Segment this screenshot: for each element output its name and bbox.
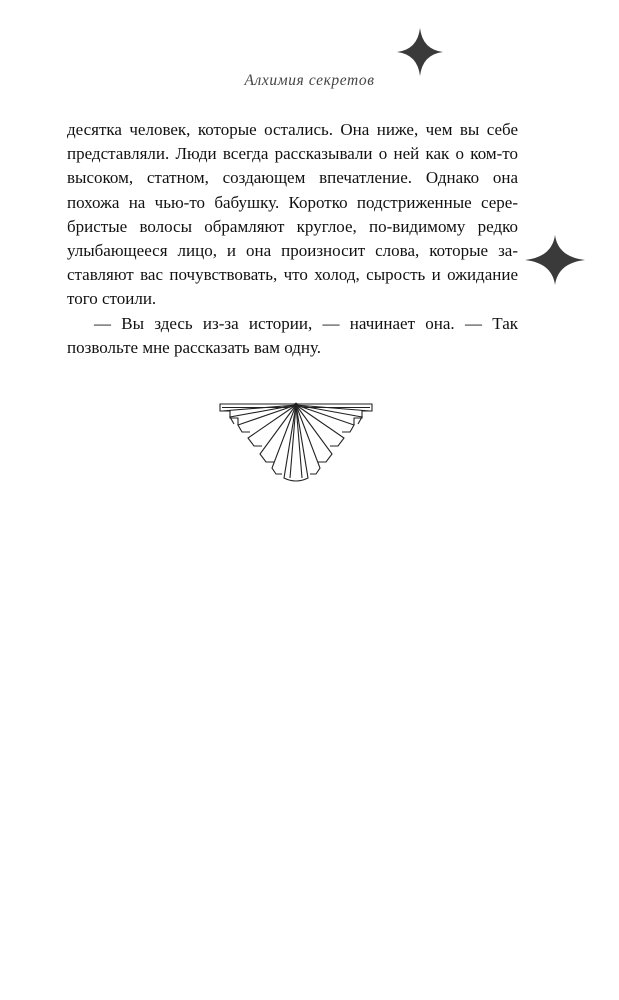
text-line: — Вы здесь из-за истории, — начинает она. — Так xyxy=(94,313,518,333)
text-line: высоком, статном, создающем впечатление. Однако она xyxy=(67,168,518,188)
text-line: представляли. Люди всегда рассказывали о ней как о ком-то xyxy=(67,144,518,164)
four-point-star-icon xyxy=(525,235,585,285)
text-line: того стоили. xyxy=(67,289,157,309)
text-line: позвольте мне рассказать вам одну. xyxy=(67,337,322,357)
four-point-star-icon xyxy=(397,28,443,76)
paragraph xyxy=(67,312,518,360)
text-line: десятка человек, которые остались. Она ниже, чем вы себе xyxy=(67,120,518,139)
sunburst-fan-ornament-icon xyxy=(218,402,374,484)
paragraph xyxy=(67,118,518,312)
text-line: похожа на чью-то бабушку. Коротко подстриженные сере- xyxy=(67,192,518,212)
text-line: ставляют вас почувствовать, что холод, сырость и ожидание xyxy=(67,265,518,285)
body-text xyxy=(67,118,518,360)
text-line: бристые волосы обрамляют круглое, по-видимому редко xyxy=(67,216,518,236)
running-header: Алхимия секретов xyxy=(244,72,375,89)
text-line: улыбающееся лицо, и она произносит слова, которые за- xyxy=(67,241,518,261)
